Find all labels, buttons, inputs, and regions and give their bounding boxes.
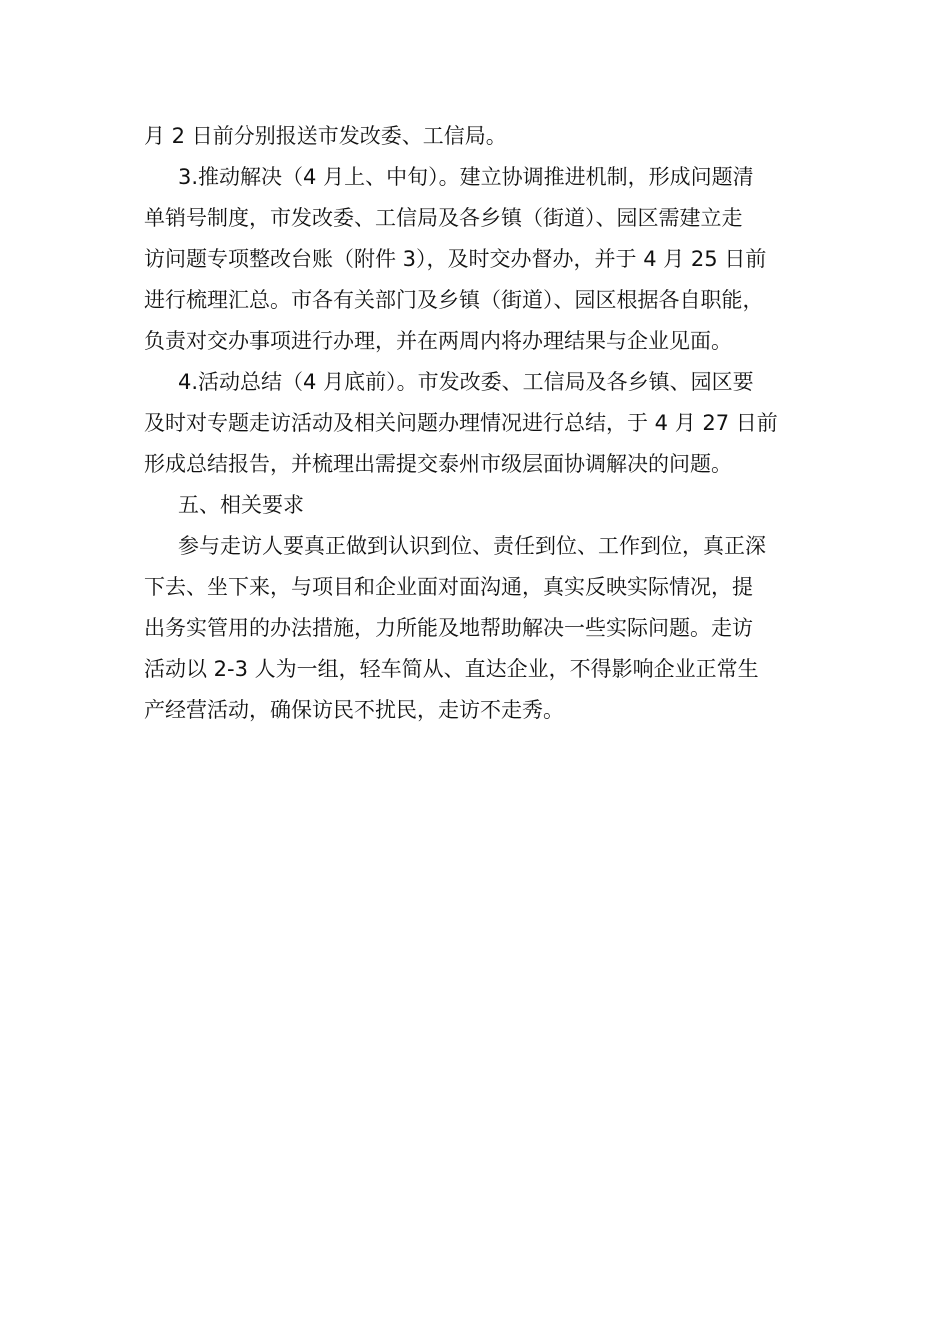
text-line: 及时对专题走访活动及相关问题办理情况进行总结，于 4 月 27 日前: [144, 411, 778, 435]
text-line-item-4-heading: 4.活动总结（4 月底前）。市发改委、工信局及各乡镇、园区要: [178, 370, 754, 394]
text-line: 进行梳理汇总。市各有关部门及乡镇（街道）、园区根据各自职能，: [144, 288, 764, 312]
text-line-item-3-heading: 3.推动解决（4 月上、中旬）。建立协调推进机制，形成问题清: [178, 165, 754, 189]
text-line: 出务实管用的办法措施，力所能及地帮助解决一些实际问题。走访: [144, 616, 753, 640]
document-body: [144, 116, 824, 731]
text-line: 访问题专项整改台账（附件 3），及时交办督办，并于 4 月 25 日前: [144, 247, 767, 271]
text-line: 下去、坐下来，与项目和企业面对面沟通，真实反映实际情况，提: [144, 575, 753, 599]
text-line: 单销号制度，市发改委、工信局及各乡镇（街道）、园区需建立走: [144, 206, 743, 230]
section-heading: 五、相关要求: [178, 493, 304, 517]
text-line-paragraph-start: 参与走访人要真正做到认识到位、责任到位、工作到位，真正深: [178, 534, 766, 558]
text-line: 活动以 2-3 人为一组，轻车简从、直达企业，不得影响企业正常生: [144, 657, 759, 681]
text-line: 产经营活动，确保访民不扰民，走访不走秀。: [144, 698, 564, 722]
text-line: 月 2 日前分别报送市发改委、工信局。: [144, 124, 507, 148]
text-line: 形成总结报告，并梳理出需提交泰州市级层面协调解决的问题。: [144, 452, 732, 476]
text-line: 负责对交办事项进行办理，并在两周内将办理结果与企业见面。: [144, 329, 732, 353]
